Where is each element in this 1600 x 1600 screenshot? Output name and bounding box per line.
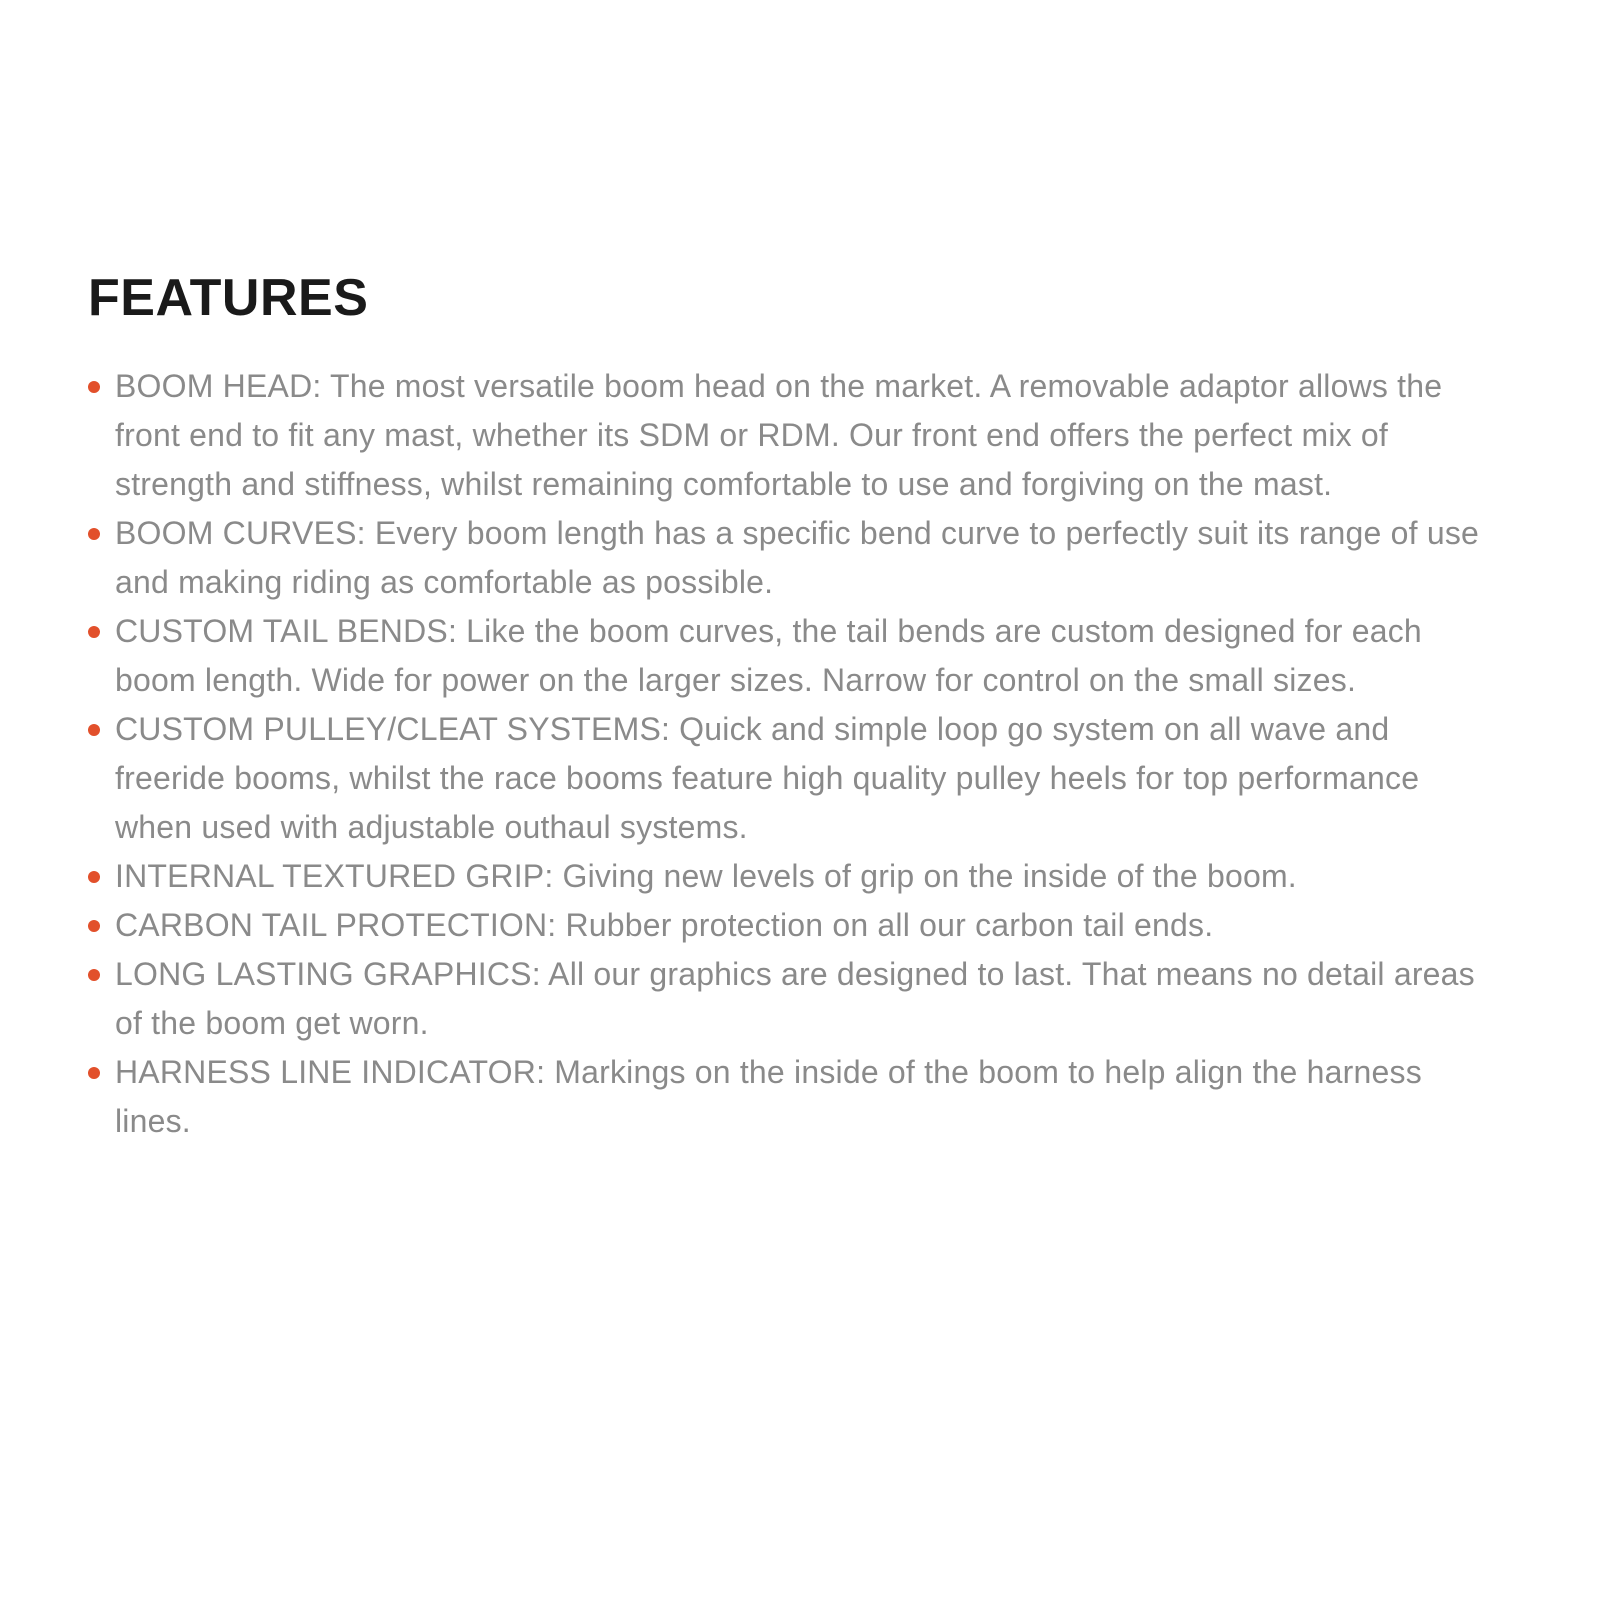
bullet-dot-icon: [88, 528, 100, 540]
feature-list-item: [88, 901, 1493, 950]
bullet-dot-icon: [88, 1067, 100, 1079]
feature-text: HARNESS LINE INDICATOR: Markings on the inside of the boom to help align the harness lines.: [115, 1054, 1422, 1139]
bullet-dot-icon: [88, 871, 100, 883]
bullet-dot-icon: [88, 920, 100, 932]
feature-list-item: [88, 607, 1493, 705]
feature-list-item: [88, 852, 1493, 901]
feature-text: LONG LASTING GRAPHICS: All our graphics are designed to last. That means no detail areas of the boom get worn.: [115, 956, 1475, 1041]
features-list: [88, 362, 1493, 1146]
bullet-dot-icon: [88, 969, 100, 981]
bullet-dot-icon: [88, 381, 100, 393]
feature-text: CUSTOM TAIL BENDS: Like the boom curves, the tail bends are custom designed for each boom length. Wide for power on the larger sizes. Narrow for control on the small sizes.: [115, 613, 1422, 698]
feature-text: CUSTOM PULLEY/CLEAT SYSTEMS: Quick and simple loop go system on all wave and freeride booms, whilst the race booms feature high quality pulley heels for top performance when used with adjustable outhaul systems.: [115, 711, 1420, 845]
feature-text: BOOM HEAD: The most versatile boom head on the market. A removable adaptor allows the front end to fit any mast, whether its SDM or RDM. Our front end offers the perfect mix of strength and stiffness, whilst remaining comfortable to use and forgiving on the mast.: [115, 368, 1443, 502]
bullet-dot-icon: [88, 724, 100, 736]
feature-list-item: [88, 362, 1493, 509]
feature-list-item: [88, 509, 1493, 607]
feature-list-item: [88, 705, 1493, 852]
bullet-dot-icon: [88, 626, 100, 638]
feature-list-item: [88, 950, 1493, 1048]
feature-text: BOOM CURVES: Every boom length has a specific bend curve to perfectly suit its range of use and making riding as comfortable as possible.: [115, 515, 1480, 600]
feature-text: CARBON TAIL PROTECTION: Rubber protection on all our carbon tail ends.: [115, 907, 1214, 943]
feature-list-item: [88, 1048, 1493, 1146]
page-title: FEATURES: [88, 269, 369, 327]
feature-text: INTERNAL TEXTURED GRIP: Giving new levels of grip on the inside of the boom.: [115, 858, 1297, 894]
